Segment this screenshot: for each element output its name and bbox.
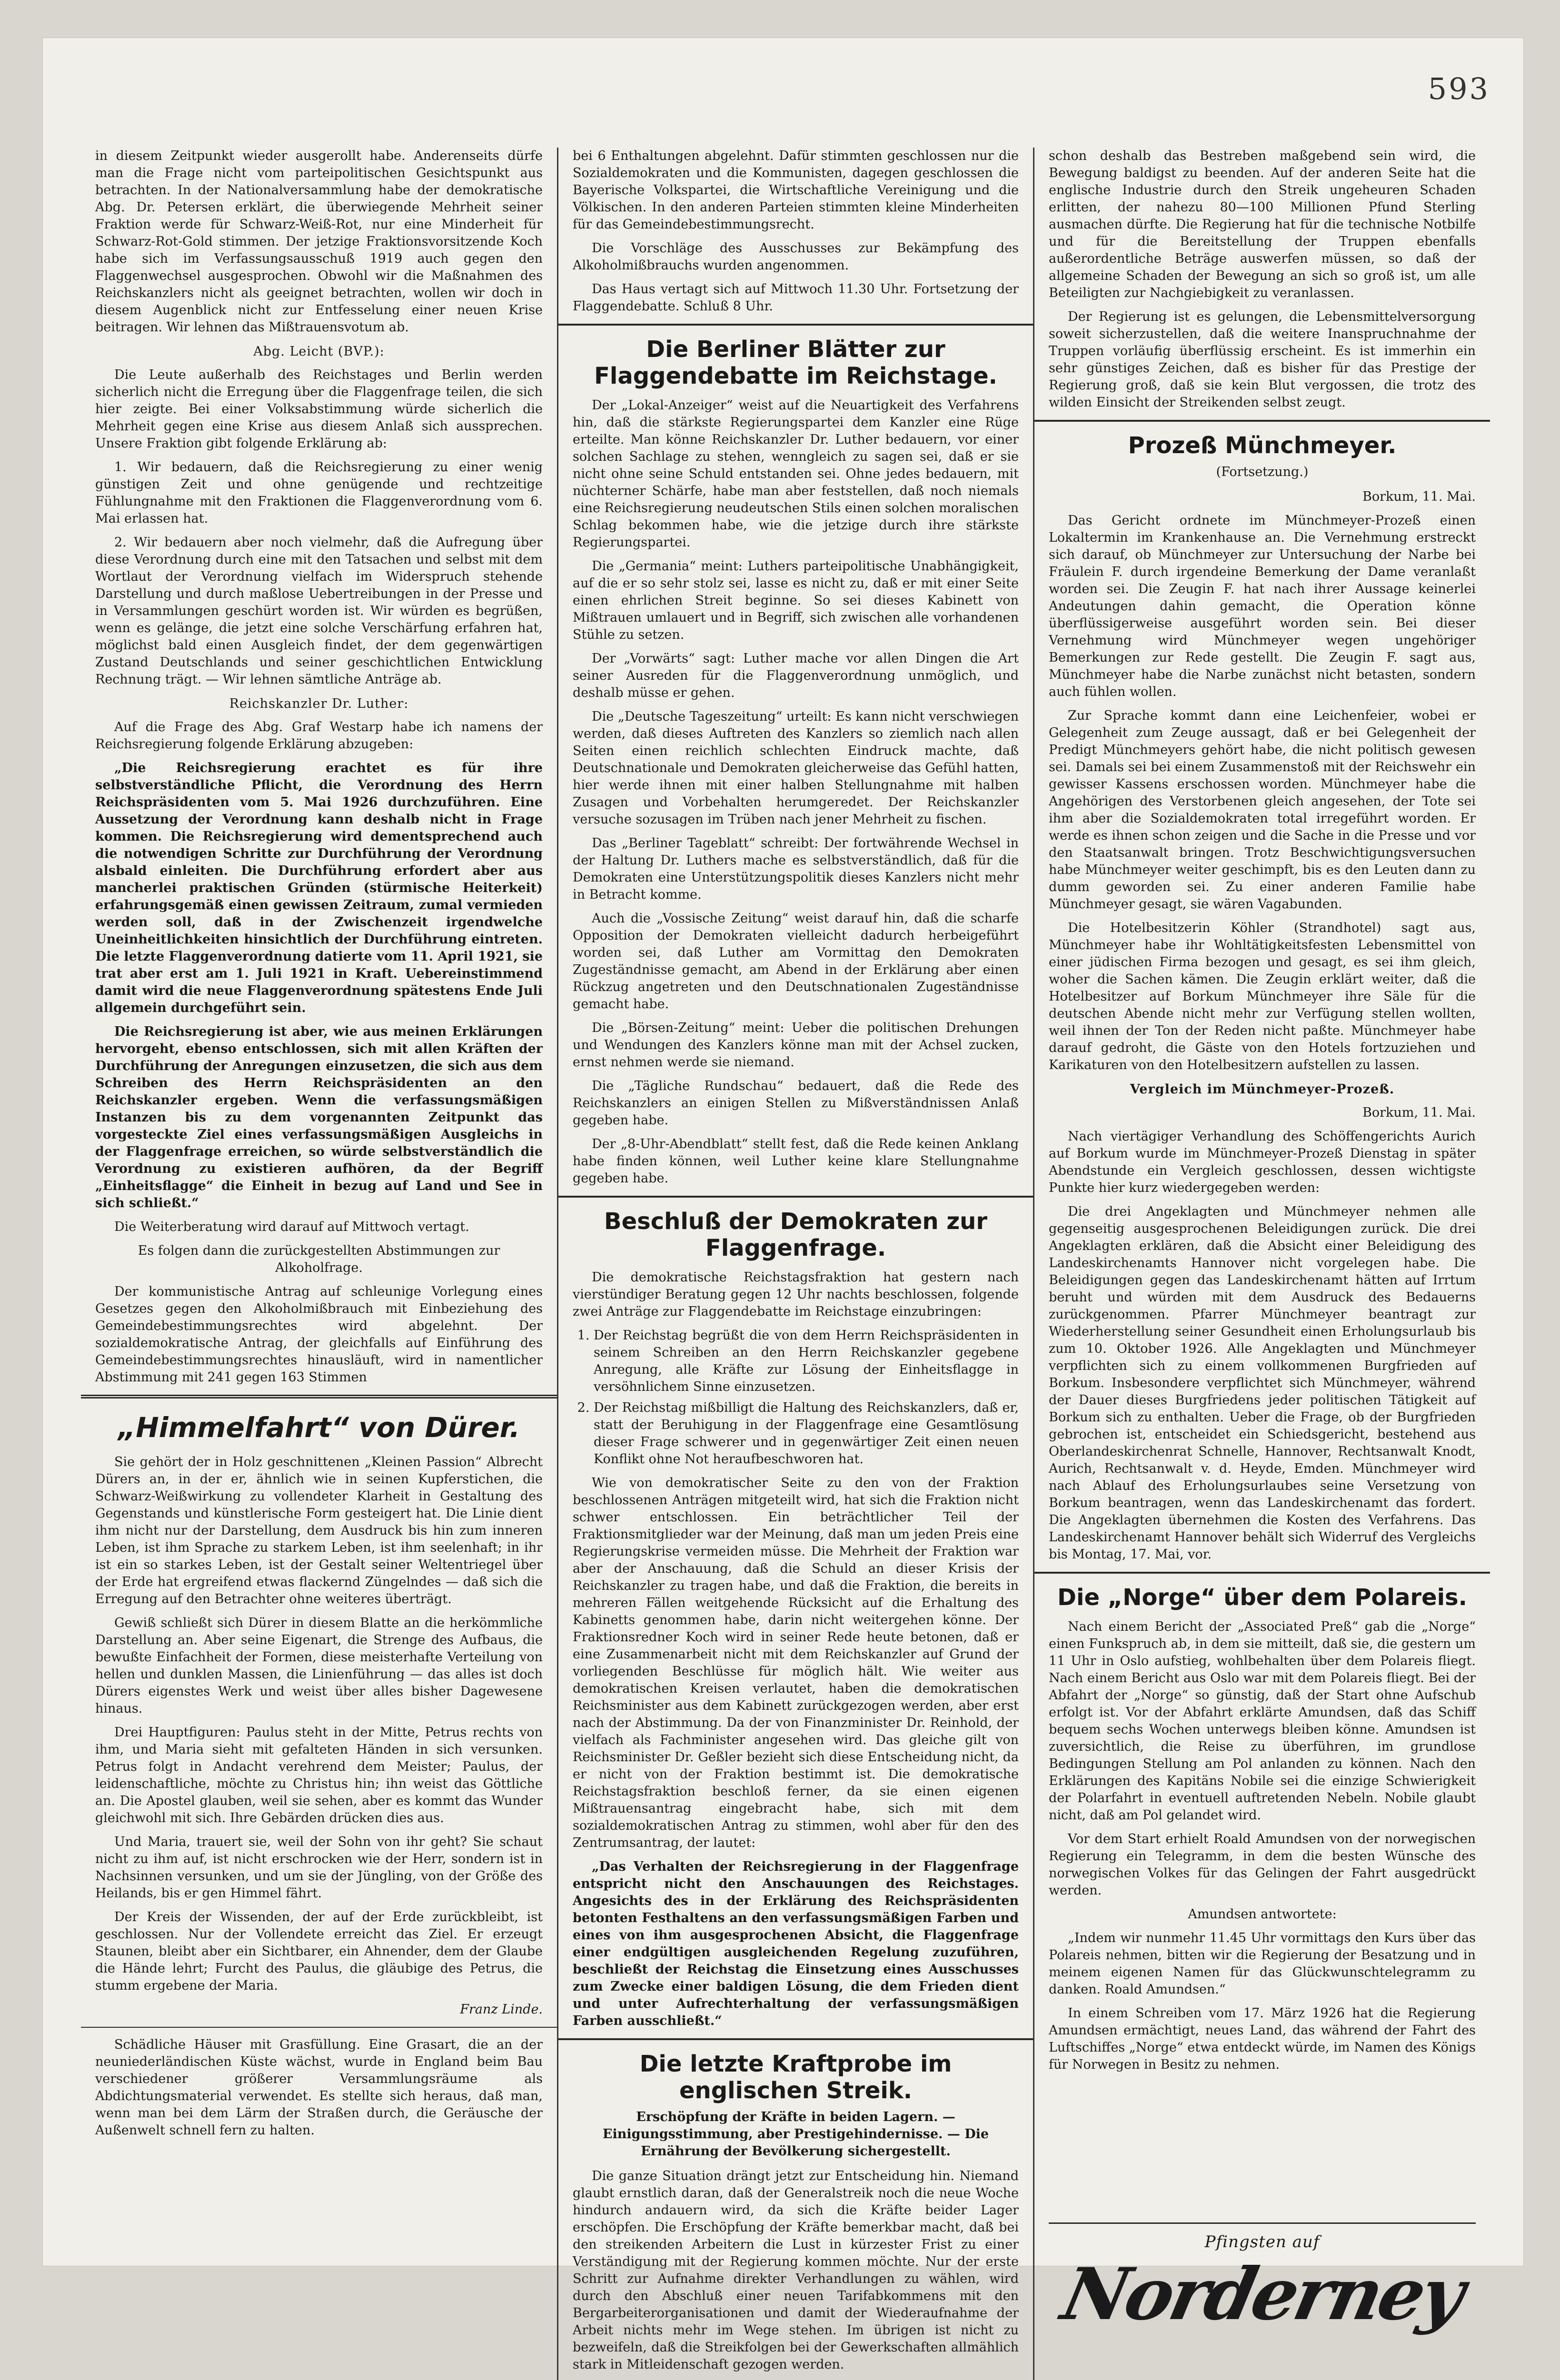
norderney-advertisement [1049,2222,1476,2336]
committee-proposals: Die Vorschläge des Ausschusses zur Bekämpfung des Alkoholmißbrauchs wurden angenommen. [573,241,1019,273]
norge-paragraph-1: Nach einem Bericht der „Associated Preß“ gab die „Norge“ einen Funkspruch ab, in dem sie mitteilt, daß sie, die gestern um 11 Uhr in Oslo aufstieg, wohlbehalten über dem Polareis fliegt. Nach einem Bericht aus Oslo war mit dem Polareis fliegt. Bei der Abfahrt der „Norge“ so günstig, daß der Start ohne Aufschub erfolgt ist. Vor der Abfahrt erklärte Amundsen, daß das Schiff bequem sechs Wochen unterwegs bleiben könne. Amundsen ist zuversichtlich, die Reise zu überführen, im grundlose Bedingungen Stellung am Pol anlanden zu können. Nach den Erklärungen des Kapitäns Nobile sei die einzige Schwierigkeit der Polarfahrt in eventuell auftretenden Nebeln. Nobile glaubt nicht, daß am Pol gelandet wird. [1049,1619,1476,1823]
leicht-point-1: 1. Wir bedauern, daß die Reichsregierung zu einer wenig günstigen Zeit und ohne genügende und rechtzeitige Fühlungnahme mit den Fraktionen die Flaggenverordnung vom 6. Mai erlassen hat. [95,460,543,526]
norge-telegram: „Indem wir nunmehr 11.45 Uhr vormittags den Kurs über das Polareis nehmen, bitten wir die Regierung der Besatzung und in meinem eigenen Namen für das Glückwunschtelegramm zu danken. Roald Amundsen.“ [1049,1931,1476,1997]
durer-author: Franz Linde. [460,2002,543,2017]
strike-headline: Die letzte Kraftprobe im englischen Streik. [639,2051,952,2104]
norge-reply-label: Amundsen antwortete: [1188,1907,1337,1922]
newspaper-page [43,38,1523,2372]
luther-declaration-2: Die Reichsregierung ist aber, wie aus meinen Erklärungen hervorgeht, ebenso entschlossen, sich mit allen Kräften der Durchführung der Anregungen einzusetzen, die sich aus dem Schreiben des Herrn Reichspräsidenten an den Reichskanzler ergeben. Wenn die verfassungsmäßigen Instanzen bis zu dem vorgenannten Zeitpunkt das vorgesteckte Ziel eines verfassungsmäßigen Ausgleichs in der Flaggenfrage erreichen, so würde selbstverständlich die Verordnung zu existieren aufhören, da der Begriff „Einheitsflagge“ die Einheit in bezug auf Land und See in sich schließt.“ [95,1024,543,1210]
muenchmeyer-paragraph-3: Die Hotelbesitzerin Köhler (Strandhotel) sagt aus, Münchmeyer habe ihr Wohltätigkeitsfesten Lebensmittel von einer jüdischen Firma bezogen und gesagt, es sei ihm gleich, woher die Sachen kämen. Die Zeugin erklärt weiter, daß die Hotelbesitzer auf Borkum Münchmeyer ihre Säle für die deutschen Abende nicht mehr zur Verfügung stellen wollten, weil ihnen der Ton der Reden nicht paßte. Münchmeyer habe darauf gedroht, die Gäste von den Hotels fortzuziehen und Karikaturen von den Hotelbesitzern aufstellen zu lassen. [1049,921,1476,1072]
section-divider [81,1395,557,1398]
speaker-leicht: Abg. Leicht (BVP.): [253,344,385,359]
adjournment-note: Die Weiterberatung wird darauf auf Mittwoch vertagt. [114,1220,469,1234]
section-divider [1034,1572,1490,1574]
norge-paragraph-2: Vor dem Start erhielt Roald Amundsen von der norwegischen Regierung ein Telegramm, in dem die besten Wünsche des norwegischen Volkes für das Gelingen der Fahrt ausgedrückt werden. [1049,1832,1476,1898]
muenchmeyer-subheadline: (Fortsetzung.) [1216,465,1309,479]
leicht-speech: Die Leute außerhalb des Reichstages und Berlin werden sicherlich nicht die Erregung über die Flaggenfrage teilen, die sich hier zeigte. Bei einer Volksabstimmung würde sicherlich die Mehrheit gegen eine Krise aus diesem Anlaß sich aussprechen. Unsere Fraktion gibt folgende Erklärung ab: [95,367,543,451]
democrats-intro: Die demokratische Reichstagsfraktion hat gestern nach vierstündiger Beratung gegen 12 Uhr nachts beschlossen, folgende zwei Anträge zur Flaggendebatte im Reichstage einzubringen: [573,1270,1019,1319]
section-divider [558,324,1033,326]
section-divider [1034,420,1490,422]
press-8-uhr: Der „8-Uhr-Abendblatt“ stellt fest, daß die Rede keinen Anklang habe finden können, weil Luther keine klare Stellungnahme gegeben habe. [573,1137,1019,1186]
durer-paragraph-2: Gewiß schließt sich Dürer in diesem Blatte an die herkömmliche Darstellung an. Aber seine Eigenart, die Strenge des Aufbaus, die bewußte Einfachheit der Formen, diese meisterhafte Verteilung von hellen und dunklen Massen, die Linienführung — das alles ist doch Dürers eigenstes Werk und weist über alles bisher Dagewesene hinaus. [95,1616,543,1716]
alcohol-votes-heading: Es folgen dann die zurückgestellten Abstimmungen zur Alkoholfrage. [138,1243,500,1275]
press-germania: Die „Germania“ meint: Luthers parteipolitische Unabhängigkeit, auf die er so sehr stolz sei, lasse es nicht zu, daß er mit einer Seite einen ehrlichen Streit beginne. So sei dieses Kabinett von Mißtrauen umlauert und in Begriff, sich zwischen alle vorhandenen Stühle zu setzen. [573,559,1019,642]
norge-headline: Die „Norge“ über dem Polareis. [1057,1584,1467,1611]
press-deutsche-tageszeitung: Die „Deutsche Tageszeitung“ urteilt: Es kann nicht verschwiegen werden, daß dieses Auftreten des Kanzlers so ziemlich nach allen Seiten einen reichlich schlechten Eindruck machte, daß Deutschnationale und Demokraten gleicherweise das Gefühl hatten, hier werde ihnen mit einer halben Stellungnahme mit halben Zusagen und Vorbehalten herumgeredet. Der Reichskanzler versuche sozusagen im Trüben nach jener Mehrheit zu fischen. [573,709,1019,827]
berlin-papers-headline: Die Berliner Blätter zur Flaggendebatte im Reichstage. [594,336,997,389]
grass-houses-note: Schädliche Häuser mit Grasfüllung. Eine Grasart, die an der neuniederländischen Küste wächst, wurde in England beim Bau verschiedener größerer Versammlungsräume als Abdichtungsmaterial verwendet. Es stellte sich heraus, daß man, wenn man bei dem Lärm der Straßen durch, die Geräusche der Außenwelt schnell fern zu halten. [95,2037,543,2138]
muenchmeyer-headline: Prozeß Münchmeyer. [1128,432,1397,459]
muenchmeyer-paragraph-2: Zur Sprache kommt dann eine Leichenfeier, wobei er Gelegenheit zum Zeuge aussagt, daß er bei Gelegenheit der Predigt Münchmeyers gehört habe, die nicht politisch gewesen sei. Damals sei bei einem Zusammenstoß mit der Reichswehr ein gewisser Kassens erschossen worden. Münchmeyer habe die Angehörigen des Verstorbenen gleich angesehen, der Tote sei ihm aber die Sozialdemokraten total irregeführt worden. Er werde es ihnen schon zeigen und die Sache in die Presse und vor den Staatsanwalt bringen. Trotz Beschwichtigungsversuchen habe Münchmeyer weiter geschimpft, bis es den Leuten dann zu dumm geworden sei. Zu einer anderen Familie habe Münchmeyer gesagt, sie wären Vagabunden. [1049,708,1476,912]
democrats-motions [573,1327,1019,1468]
section-divider [558,1196,1033,1198]
motion-1: 1. Der Reichstag begrüßt die von dem Herrn Reichspräsidenten in seinem Schreiben an den Herrn Reichskanzler gegebene Anregung, alle Kräfte zur Lösung der Einheitsflagge in versöhnlichem Sinne einzusetzen. [594,1327,1019,1396]
muenchmeyer-paragraph-1: Das Gericht ordnete im Münchmeyer-Prozeß einen Lokaltermin im Krankenhause an. Die Vernehmung erstreckt sich darauf, ob Münchmeyer zur Untersuchung der Narbe bei Fräulein F. durch irgendeine Bemerkung der Dame veranlaßt worden sei. Die Zeugin F. hat nach ihrer Aussage keinerlei Andeutungen dahin gemacht, die Operation könne überflüssigerweise ausgeführt worden sein. Bei dieser Vernehmung wird Münchmeyer wegen ungehöriger Bemerkungen zur Rede gestellt. Die Zeugin F. sagt aus, Münchmeyer habe die Narbe zunächst nicht betasten, sondern auch fühlen wollen. [1049,513,1476,699]
ad-kicker: Pfingsten auf [1204,2232,1320,2251]
durer-paragraph-1: Sie gehört der in Holz geschnittenen „Kleinen Passion“ Albrecht Dürers an, in der er, ähnlich wie in seinen Kupferstichen, die Schwarz-Weißwirkung zu vollendeter Klarheit in Gestaltung des Gegenstands und künstlerische Form gesteigert hat. Die Linie dient ihm nicht nur der Darstellung, dem Ausdruck bis hin zum inneren Leben, ist ihm Sprache zu starkem Leben, ist ihm seelenhaft; in ihr ist ein so starkes Leben, ist der Gestalt seiner Weltentriegel über der Erde hat ergreifend etwas flackernd Züngelndes — daß sich die Erregung auf den Betrachter ohne weiteres überträgt. [95,1455,543,1606]
adjournment: Das Haus vertagt sich auf Mittwoch 11.30 Uhr. Fortsetzung der Flaggendebatte. Schluß 8 Uhr. [573,282,1019,314]
column-2 [557,148,1033,2380]
speaker-luther: Reichskanzler Dr. Luther: [229,696,409,711]
article-columns [81,148,1490,2372]
durer-paragraph-4: Und Maria, trauert sie, weil der Sohn von ihr geht? Sie schaut nicht zu ihm auf, ist nicht erschrocken wie der Herr, sondern ist in Nachsinnen versunken, und um sie der Jüngling, von der Größe des Heilands, bis er gen Himmel fährt. [95,1835,543,1901]
zentrum-motion: „Das Verhalten der Reichsregierung in der Flaggenfrage entspricht nicht den Anschauungen des Reichstages. Angesichts des in der Erklärung des Reichspräsidenten betonten Festhaltens an den verfassungsmäßigen Farben und eines von ihm ausgesprochenen Absicht, die Flaggenfrage einer endgültigen ausgleichenden Regelung zuzuführen, beschließt der Reichstag die Einsetzung eines Ausschusses zum Zwecke einer baldigen Lösung, die dem Frieden dient und unter Aufrechterhaltung der verfassungsmäßigen Farben ausschließt.“ [573,1859,1019,2028]
durer-paragraph-5: Der Kreis der Wissenden, der auf der Erde zurückbleibt, ist geschlossen. Nur der Vollendete erreicht das Ziel. Er erzeugt Staunen, bleibt aber ein Sichtbarer, ein Ahnender, dem der Glaube die Hände lehrt; Furcht des Paulus, die gläubige des Petrus, die stumm ergebene der Maria. [95,1910,543,1993]
press-vossische-zeitung: Auch die „Vossische Zeitung“ weist darauf hin, daß die scharfe Opposition der Demokraten vielleicht dadurch herbeigeführt worden sei, daß Luther am Vormittag den Demokraten Zugeständnisse gemacht, am Abend in der Erklärung aber einen Rückzug angetreten und den Deutschnationalen Zugeständnisse gemacht habe. [573,911,1019,1012]
strike-paragraph: Die ganze Situation drängt jetzt zur Entscheidung hin. Niemand glaubt ernstlich daran, daß der Generalstreik noch die neue Woche hindurch andauern wird, da sich die Kräfte beider Lager erschöpfen. Die Erschöpfung der Kräfte bemerkbar macht, daß bei den streikenden Arbeitern die Lust in kürzester Frist zu einer Verständigung mit der Regierung kommen möchte. Nur der erste Schritt zur Aufnahme direkter Verhandlungen zu wählen, wird durch den Abschluß einer neuen Tarifabkommens mit den Bergarbeiterorganisationen und damit der Wiederaufnahme der Arbeit nichts mehr im Wege stehen. Im übrigen ist nicht zu bezweifeln, daß die Streikfolgen bei der Gewerkschaften allmählich stark in Mitleidenschaft gezogen werden. [573,2169,1019,2372]
motion-2: 2. Der Reichstag mißbilligt die Haltung des Reichskanzlers, daß er, statt der Beruhigung in der Flaggenfrage eine Gesamtlösung dieser Frage schwerer und in gegenwärtiger Zeit einen neuen Konflikt ohne Not heraufbeschworen hat. [594,1399,1019,1468]
ad-brand-logo: Norderney [1055,2252,1470,2336]
press-vorwaerts: Der „Vorwärts“ sagt: Luther mache vor allen Dingen die Art seiner Ausreden für die Flaggenverordnung unmöglich, und deshalb müsse er gehen. [573,651,1019,700]
vote-result: bei 6 Enthaltungen abgelehnt. Dafür stimmten geschlossen nur die Sozialdemokraten und die Kommunisten, dagegen geschlossen die Bayerische Volkspartei, die Wirtschaftliche Vereinigung und die Völkischen. In den anderen Parteien stimmten kleine Minderheiten für das Gemeindebestimmungsrecht. [573,149,1019,232]
luther-intro: Auf die Frage des Abg. Graf Westarp habe ich namens der Reichsregierung folgende Erklärung abzugeben: [95,720,543,752]
settlement-intro: Nach viertägiger Verhandlung des Schöffengerichts Aurich auf Borkum wurde im Münchmeyer-Prozeß Dienstag in später Abendstunde ein Vergleich geschlossen, dessen wichtigste Punkte hier kurz wiedergegeben werden: [1049,1129,1476,1195]
democrats-headline: Beschluß der Demokraten zur Flaggenfrage. [604,1208,988,1261]
strike-subheadline: Erschöpfung der Kräfte in beiden Lagern. — Einigungsstimmung, aber Prestigehindernisse. — Die Ernährung der Bevölkerung sichergestellt. [602,2110,989,2159]
reichstag-continuation: in diesem Zeitpunkt wieder ausgerollt habe. Anderenseits dürfe man die Frage nicht vom parteipolitischen Gesichtspunkt aus betrachten. In der Nationalversammlung habe der demokratische Abg. Dr. Petersen erklärt, die überwiegende Mehrheit seiner Fraktion werde für Schwarz-Weiß-Rot, nur eine Minderheit für Schwarz-Rot-Gold stimmen. Der jetzige Fraktionsvorsitzende Koch habe sich im Verfassungsausschuß 1919 auch gegen den Flaggenwechsel ausgesprochen. Obwohl wir die Maßnahmen des Reichskanzlers nicht als geeignet betrachten, wollen wir doch in diesem Augenblick nicht zur Entfesselung einer neuen Krise beitragen. Wir lehnen das Mißtrauensvotum ab. [95,149,543,335]
strike-continuation: schon deshalb das Bestreben maßgebend sein wird, die Bewegung baldigst zu beenden. Auf der anderen Seite hat die englische Industrie durch den Streik ungeheuren Schaden erlitten, der nahezu 80—100 Millionen Pfund Sterling ausmachen dürfte. Die Regierung hat für die technische Notbilfe und für die Bereitstellung der Truppen ebenfalls außerordentliche Beträge auswerfen müssen, so daß der allgemeine Schaden der Bewegung an sich so groß ist, um alle Beteiligten zur Nachgiebigkeit zu veranlassen. [1049,149,1476,300]
section-divider [81,2027,557,2028]
norge-paragraph-3: In einem Schreiben vom 17. März 1926 hat die Regierung Amundsen ermächtigt, neues Land, das während der Fahrt des Luftschiffes „Norge“ etwa entdeckt würde, im Namen des Königs für Norwegen in Besitz zu nehmen. [1049,2006,1476,2072]
alcohol-votes: Der kommunistische Antrag auf schleunige Vorlegung eines Gesetzes gegen den Alkoholmißbrauch mit Einbeziehung des Gemeindebestimmungsrechtes wird abgelehnt. Der sozialdemokratische Antrag, der gleichfalls auf Einführung des Gemeindebestimmungsrechtes hinausläuft, wird in namentlicher Abstimmung mit 241 gegen 163 Stimmen [95,1284,543,1385]
durer-headline: „Himmelfahrt“ von Dürer. [118,1411,520,1444]
press-berliner-tageblatt: Das „Berliner Tageblatt“ schreibt: Der fortwährende Wechsel in der Haltung Dr. Luthers mache es selbstverständlich, daß für die Demokraten eine Unterstützungspolitik dieses Kanzlers nicht mehr in Betracht komme. [573,836,1019,902]
press-lokal-anzeiger: Der „Lokal-Anzeiger“ weist auf die Neuartigkeit des Verfahrens hin, daß die stärkste Regierungspartei dem Kanzler eine Rüge erteilte. Man könne Reichskanzler Dr. Luther bedauern, vor einer solchen Sachlage zu stehen, wenngleich zu sagen sei, daß er sie nicht ohne seine Schuld entstanden sei. Ohne jedes bedauern, mit nüchterner Schärfe, habe man aber feststellen, daß noch niemals eine Reichsregierung neudeutschen Stils einen solchen moralischen Schlag bekommen habe, wie die jetzige durch ihre stärkste Regierungspartei. [573,398,1019,550]
press-boersen-zeitung: Die „Börsen-Zeitung“ meint: Ueber die politischen Drehungen und Wendungen des Kanzlers könne man mit der Achsel zucken, ernst nehmen werde sie niemand. [573,1021,1019,1070]
page-number: 593 [1428,71,1490,106]
democrats-report: Wie von demokratischer Seite zu den von der Fraktion beschlossenen Anträgen mitgeteilt wird, hat sich die Fraktion nicht schwer entschlossen. Ein beträchtlicher Teil der Fraktionsmitglieder war der Meinung, daß man um jeden Preis eine Regierungskrise vermeiden müsse. Die Mehrheit der Fraktion war aber der Anschauung, daß die Schuld an dieser Krisis der Reichskanzler zu tragen habe, und daß die Fraktion, die bereits in mehreren Fällen weitgehende Rücksicht auf die Erhaltung des Kabinetts genommen habe, darin nicht weitergehen könne. Der Fraktionsredner Koch wird in seiner Rede heute betonen, daß er eine Zusammenarbeit nicht mit dem Reichskanzler auf Grund der vorliegenden Beschlüsse für möglich hält. Wie weiter aus demokratischen Kreisen verlautet, haben die demokratischen Reichsminister aus dem Kabinett zurückgezogen werden, aber erst nach der Abstimmung. Da der von Finanzminister Dr. Reinhold, der vielfach als Fachminister angesehen wird. Das gleiche gilt von Reichsminister Dr. Geßler bezieht sich diese Entscheidung nicht, da er nicht von der Fraktion bestimmt ist. Die demokratische Reichstagsfraktion beschloß ferner, da sie einen eigenen Mißtrauensantrag eingebracht habe, sich mit dem sozialdemokratischen Antrag zu stimmen, wohl aber für den des Zentrumsantrag, der lautet: [573,1476,1019,1850]
column-3 [1033,148,1490,2380]
durer-paragraph-3: Drei Hauptfiguren: Paulus steht in der Mitte, Petrus rechts von ihm, und Maria sieht mit gefalteten Händen in sich versunken. Petrus folgt in Andacht verehrend dem Meister; Paulus, der leidenschaftliche, möchte zu Christus hin; ihn weist das Göttliche an. Die Apostel glauben, weil sie sehen, aber es kommt das Wunder gleichwohl mit sich. Ihre Gebärden drücken dies aus. [95,1725,543,1825]
column-1 [81,148,557,2380]
food-supply: Der Regierung ist es gelungen, die Lebensmittelversorgung soweit sicherzustellen, daß die weitere Inanspruchnahme der Truppen vorläufig überflüssig erscheint. Es ist immerhin ein sehr günstiges Zeichen, daß es bisher für das Prestige der Regierung groß, daß sie kein Blut vergossen, die trotz des wilden Einsicht der Streikenden selbst zeugt. [1049,309,1476,410]
press-taegliche-rundschau: Die „Tägliche Rundschau“ bedauert, daß die Rede des Reichskanzlers an einigen Stellen zu Mißverständnissen Anlaß gegeben habe. [573,1079,1019,1128]
settlement-heading: Vergleich im Münchmeyer-Prozeß. [1130,1082,1395,1097]
dateline-borkum-1: Borkum, 11. Mai. [1362,489,1476,504]
section-divider [558,2038,1033,2040]
leicht-point-2: 2. Wir bedauern aber noch vielmehr, daß die Aufregung über diese Verordnung durch eine mit den Tatsachen und selbst mit dem Wortlaut der Verordnung vielfach im Widerspruch stehende Darstellung und durch maßlose Uebertreibungen in der Presse und in Versammlungen geschürt worden ist. Wir würden es begrüßen, wenn es gelänge, die jetzt eine solche Verschärfung erfahren hat, möglichst bald einen Ausgleich findet, der dem gegenwärtigen Zustand Deutschlands und seiner geschichtlichen Entwicklung Rechnung trägt. — Wir lehnen sämtliche Anträge ab. [95,535,543,687]
settlement-terms: Die drei Angeklagten und Münchmeyer nehmen alle gegenseitig ausgesprochenen Beleidigungen zurück. Die drei Angeklagten erklären, daß die Absicht einer Beleidigung des Landeskirchenamts Hannover nicht vorgelegen habe. Die Beleidigungen gegen das Landeskirchenamt hätten auf Irrtum beruht und würden mit dem Ausdruck des Bedauerns zurückgenommen. Pfarrer Münchmeyer beantragt zur Wiederherstellung seiner Gesundheit einen Erholungsurlaub bis zum 10. Oktober 1926. Alle Angeklagten und Münchmeyer verpflichten sich zu einem vollkommenen Burgfrieden auf Borkum. Insbesondere verpflichtet sich Münchmeyer, während der Dauer dieses Burgfriedens jeder politischen Tätigkeit auf Borkum sich zu enthalten. Ueber die Frage, ob der Burgfrieden gebrochen ist, entscheidet ein Schiedsgericht, bestehend aus Oberlandeskirchenrat Schnelle, Hannover, Rechtsanwalt Knodt, Aurich, Rechtsanwalt v. d. Heyde, Emden. Münchmeyer wird nach Ablauf des Erholungsurlaubes seine Versetzung von Borkum beantragen, wenn das Landeskirchenamt das fordert. Die Angeklagten übernehmen die Kosten des Verfahrens. Das Landeskirchenamt Hannover behält sich Widerruf des Vergleichs bis Montag, 17. Mai, vor. [1049,1204,1476,1562]
luther-declaration: „Die Reichsregierung erachtet es für ihre selbstverständliche Pflicht, die Verordnung des Herrn Reichspräsidenten vom 5. Mai 1926 durchzuführen. Eine Aussetzung der Verordnung kann deshalb nicht in Frage kommen. Die Reichsregierung wird dementsprechend auch die notwendigen Schritte zur Durchführung der Verordnung alsbald einleiten. Die Durchführung erfordert aber aus mancherlei praktischen Gründen (stürmische Heiterkeit) erfahrungsgemäß einen gewissen Zeitraum, zumal vermieden werden soll, daß in der Zwischenzeit irgendwelche Uneinheitlichkeiten hinsichtlich der Durchführung eintreten. Die letzte Flaggenverordnung datierte vom 11. April 1921, sie trat aber erst am 1. Juli 1921 in Kraft. Uebereinstimmend damit wird die neue Flaggenverordnung spätestens Ende Juli allgemein durchgeführt sein. [95,761,543,1015]
dateline-borkum-2: Borkum, 11. Mai. [1362,1105,1476,1120]
